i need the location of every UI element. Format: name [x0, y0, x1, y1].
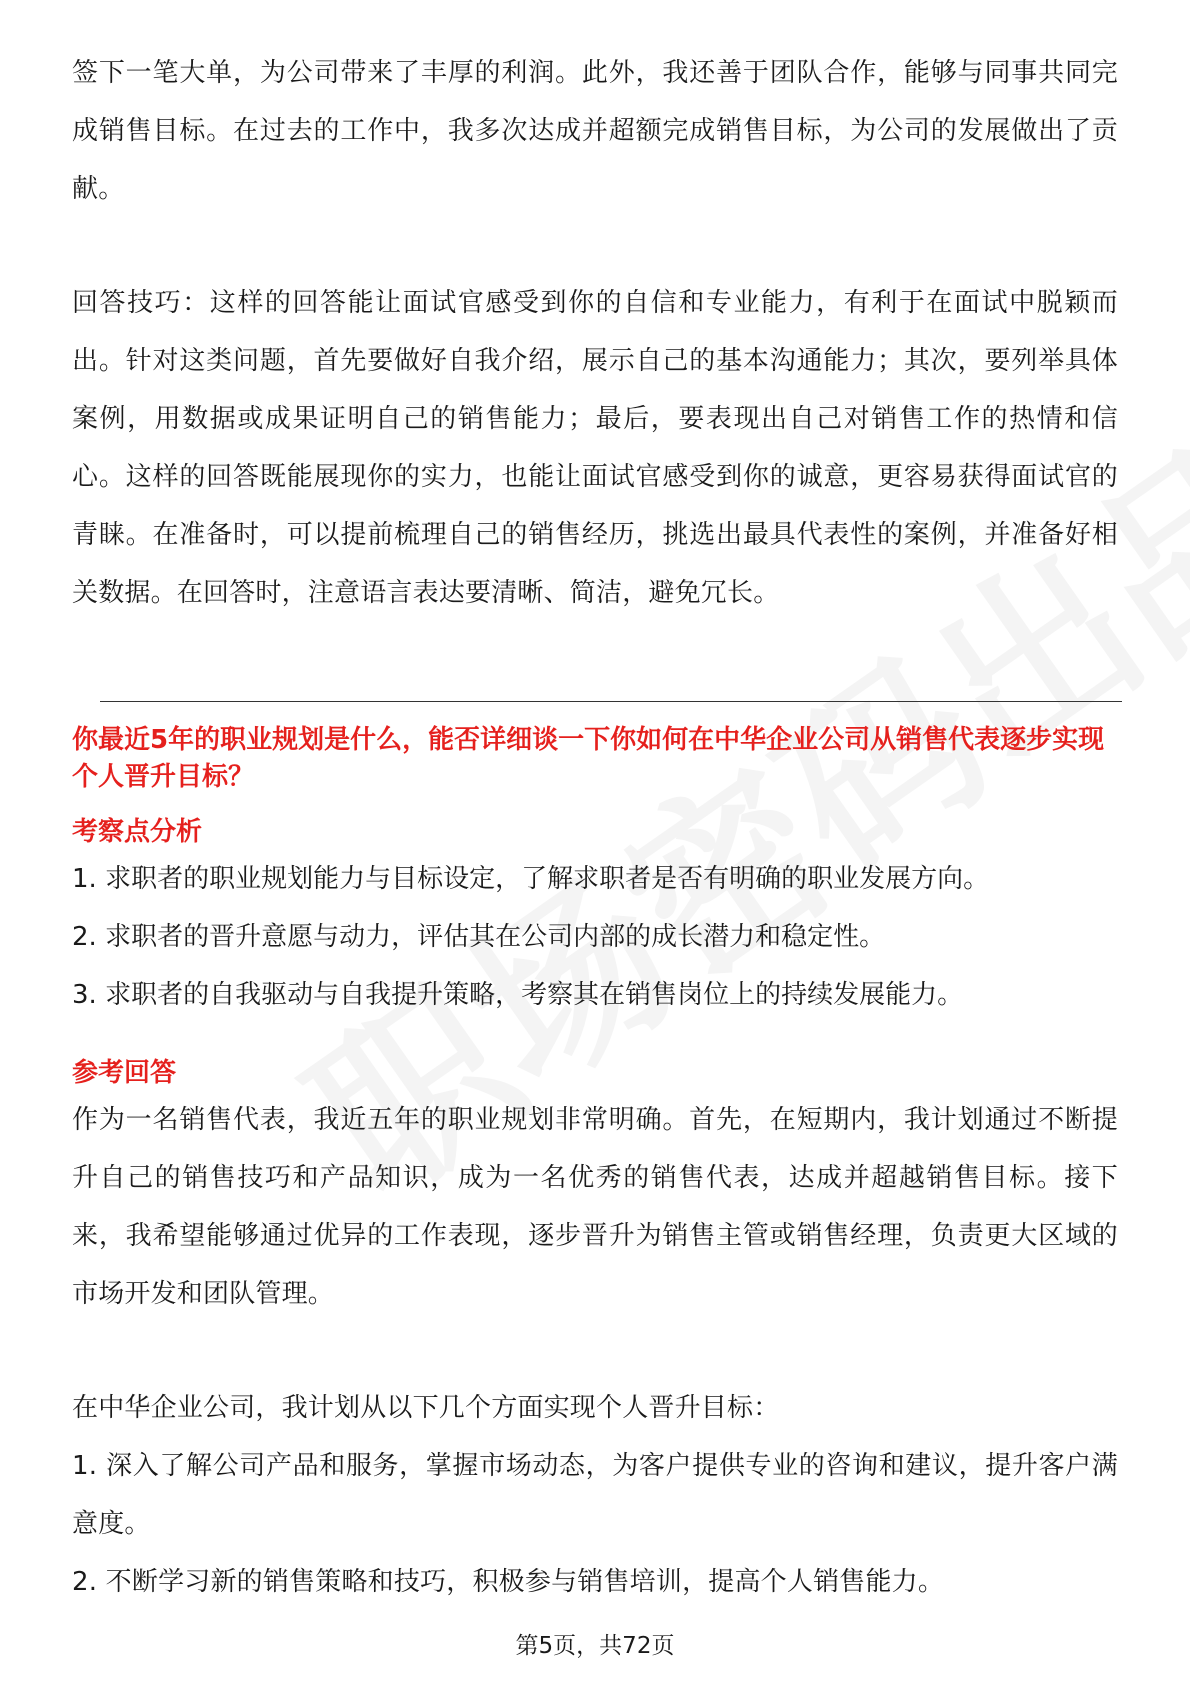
page-number: 第5页，共72页	[515, 1633, 675, 1659]
question-heading: 你最近5年的职业规划是什么，能否详细谈一下你如何在中华企业公司从销售代表逐步实现个人晋升目标？	[72, 725, 1105, 792]
answer-tips-paragraph: 回答技巧：这样的回答能让面试官感受到你的自信和专业能力，有利于在面试中脱颖而出。针对这类问题，首先要做好自我介绍，展示自己的基本沟通能力；其次，要列举具体案例，用数据或成果证明自己的销售能力；最后，要表现出自己对销售工作的热情和信心。这样的回答既能展现你的实力，也能让面试官感受到你的诚意，更容易获得面试官的青睐。在准备时，可以提前梳理自己的销售经历，挑选出最具代表性的案例，并准备好相关数据。在回答时，注意语言表达要清晰、简洁，避免冗长。	[72, 288, 1118, 608]
reference-paragraph-2: 在中华企业公司，我计划从以下几个方面实现个人晋升目标：	[72, 1393, 780, 1423]
reference-title: 参考回答	[72, 1058, 177, 1088]
document-page	[72, 44, 1118, 622]
reference-item-1: 1. 深入了解公司产品和服务，掌握市场动态，为客户提供专业的咨询和建议，提升客户满意度。	[72, 1451, 1118, 1539]
analysis-item-2: 2. 求职者的晋升意愿与动力，评估其在公司内部的成长潜力和稳定性。	[72, 922, 886, 952]
analysis-item-1: 1. 求职者的职业规划能力与目标设定，了解求职者是否有明确的职业发展方向。	[72, 864, 990, 894]
reference-item-2: 2. 不断学习新的销售策略和技巧，积极参与销售培训，提高个人销售能力。	[72, 1567, 945, 1597]
section-divider	[100, 701, 1122, 702]
analysis-title: 考察点分析	[72, 817, 203, 847]
reference-answer	[72, 1091, 1118, 1611]
previous-answer-paragraph: 签下一笔大单，为公司带来了丰厚的利润。此外，我还善于团队合作，能够与同事共同完成销售目标。在过去的工作中，我多次达成并超额完成销售目标，为公司的发展做出了贡献。	[72, 58, 1118, 204]
reference-paragraph-1: 作为一名销售代表，我近五年的职业规划非常明确。首先，在短期内，我计划通过不断提升自己的销售技巧和产品知识，成为一名优秀的销售代表，达成并超越销售目标。接下来，我希望能够通过优异的工作表现，逐步晋升为销售主管或销售经理，负责更大区域的市场开发和团队管理。	[72, 1105, 1118, 1309]
analysis-item-3: 3. 求职者的自我驱动与自我提升策略，考察其在销售岗位上的持续发展能力。	[72, 980, 964, 1010]
analysis-list	[72, 850, 1118, 1024]
